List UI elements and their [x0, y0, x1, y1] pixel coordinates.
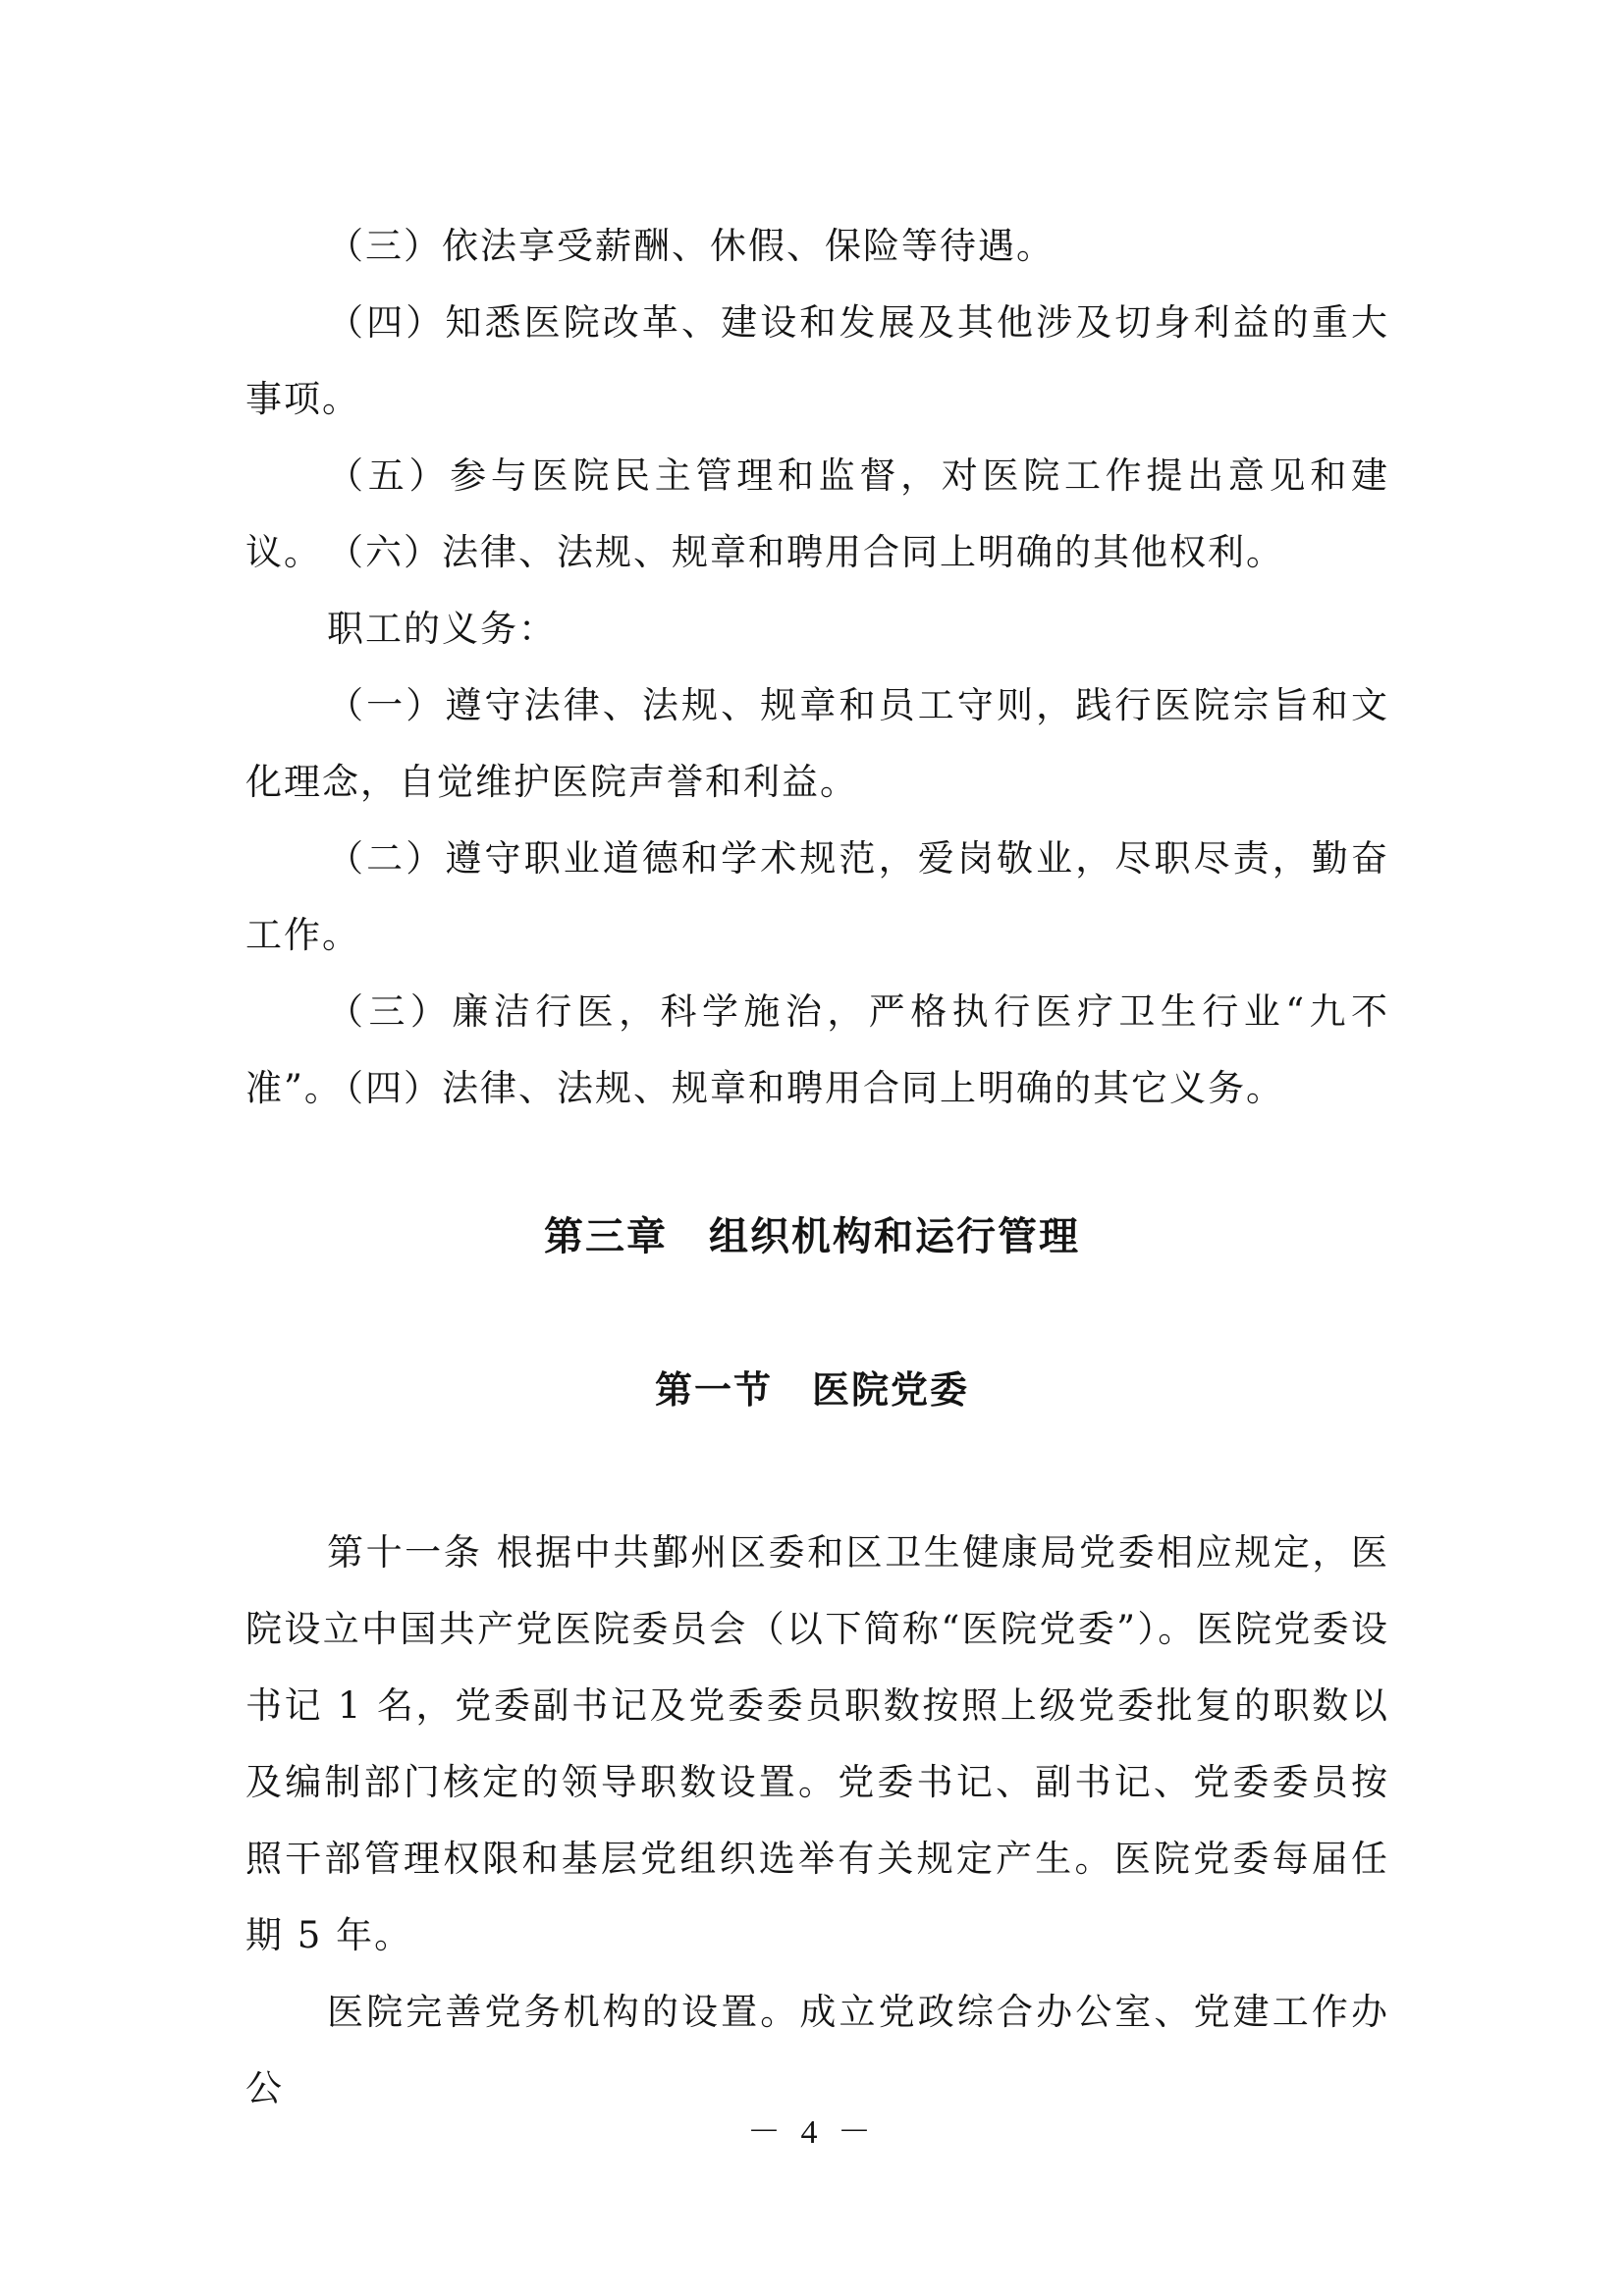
- page-number: － 4 －: [747, 2114, 877, 2151]
- paragraph-article-11: 第十一条 根据中共鄞州区委和区卫生健康局党委相应规定，医院设立中国共产党医院委员会（以下简称“医院党委”）。医院党委设书记 1 名，党委副书记及党委委员职数按照上级党委批复的职数以及编制部门核定的领导职数设置。党委书记、副书记、党委委员按照干部管理权限和基层党组织选举有关规定产生。医院党委每届任期 5 年。: [245, 1531, 1389, 1956]
- paragraph-duties-3: （三）廉洁行医，科学施治，严格执行医疗卫生行业“九不准”。: [245, 990, 1389, 1109]
- paragraph-duties-4: （四）法律、法规、规章和聘用合同上明确的其它义务。: [327, 1067, 1284, 1109]
- paragraph-party-organs: 医院完善党务机构的设置。成立党政综合办公室、党建工作办公: [245, 1991, 1389, 2109]
- paragraph-duties-2: （二）遵守职业道德和学术规范，爱岗敬业，尽职尽责，勤奋工作。: [245, 837, 1389, 956]
- paragraph-rights-5: （五）参与医院民主管理和监督，对医院工作提出意见和建议。: [245, 454, 1389, 573]
- paragraph-rights-3: （三）依法享受薪酬、休假、保险等待遇。: [327, 225, 1055, 267]
- paragraph-duties-1: （一）遵守法律、法规、规章和员工守则，践行医院宗旨和文化理念，自觉维护医院声誉和利益。: [245, 684, 1389, 803]
- paragraph-rights-6: （六）法律、法规、规章和聘用合同上明确的其他权利。: [327, 531, 1284, 573]
- paragraph-duties-heading: 职工的义务：: [327, 608, 557, 650]
- section-title: 第一节 医院党委: [654, 1367, 969, 1412]
- chapter-title: 第三章 组织机构和运行管理: [544, 1214, 1080, 1259]
- paragraph-rights-4: （四）知悉医院改革、建设和发展及其他涉及切身利益的重大事项。: [245, 301, 1389, 420]
